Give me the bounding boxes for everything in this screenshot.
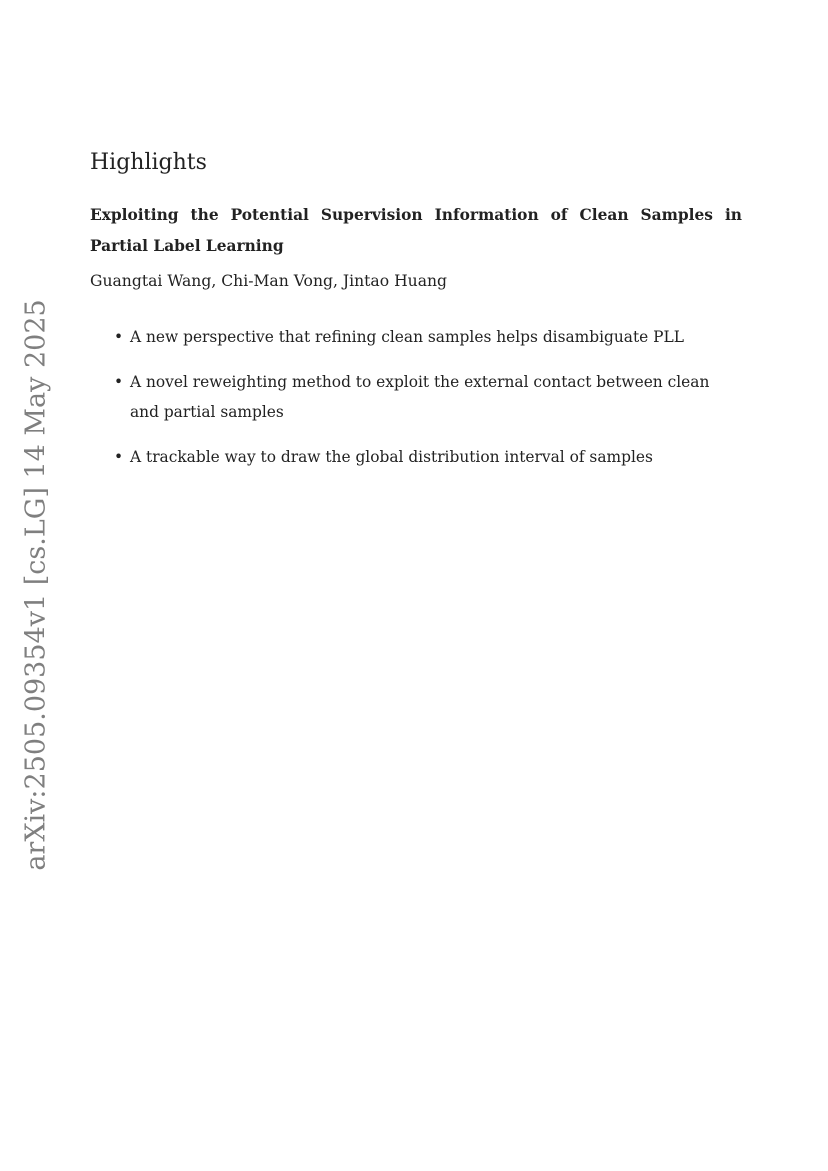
highlights-list	[110, 322, 742, 486]
bullet-icon: •	[114, 328, 124, 346]
bullet-icon: •	[114, 372, 124, 391]
author-list: Guangtai Wang, Chi-Man Vong, Jintao Huang	[90, 272, 448, 290]
section-heading: Highlights	[90, 150, 207, 175]
highlight-text: A new perspective that refining clean samples helps disambiguate PLL	[130, 328, 684, 346]
highlight-item	[110, 442, 742, 473]
highlight-text: A novel reweighting method to exploit the external contact between clean and partial samples	[130, 372, 710, 421]
highlight-text: A trackable way to draw the global distribution interval of samples	[130, 447, 653, 466]
highlight-item	[110, 322, 742, 353]
bullet-icon: •	[114, 447, 124, 466]
arxiv-identifier-stamp: arXiv:2505.09354v1 [cs.LG] 14 May 2025	[20, 299, 52, 871]
paper-title: Exploiting the Potential Supervision Information of Clean Samples in Partial Label Learning	[90, 206, 742, 255]
highlight-item	[110, 367, 742, 428]
